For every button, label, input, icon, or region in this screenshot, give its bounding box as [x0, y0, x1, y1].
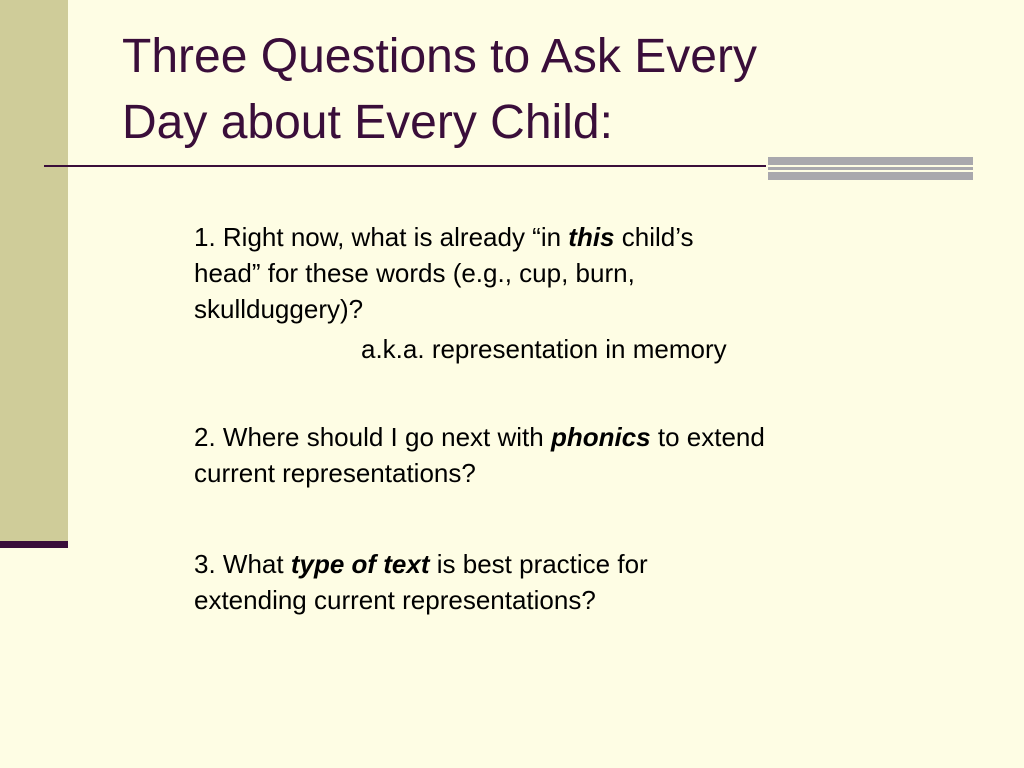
side-band [0, 0, 68, 545]
question-3-line-1 [194, 546, 974, 582]
slide-title-line-2: Day about Every Child: [122, 96, 613, 149]
question-3-text: 3. What [194, 549, 291, 579]
accent-stripe [768, 167, 973, 170]
question-1-aka: a.k.a. representation in memory [361, 334, 727, 364]
question-1-emphasis: this [568, 222, 615, 252]
question-2 [194, 419, 974, 491]
question-2-text: to extend [650, 422, 765, 452]
question-3-emphasis: type of text [290, 549, 430, 579]
side-band-marker [0, 541, 68, 548]
accent-stripe [768, 157, 973, 165]
question-1-line-2: head” for these words (e.g., cup, burn, [194, 258, 635, 288]
question-2-emphasis: phonics [550, 422, 651, 452]
question-1-text: 1. Right now, what is already “in [194, 222, 569, 252]
accent-stripe [768, 172, 973, 180]
question-1-text: child’s [614, 222, 694, 252]
question-1-line-1 [194, 219, 974, 255]
slide-title [122, 24, 982, 156]
slide-body [194, 219, 974, 618]
question-1 [194, 219, 974, 367]
question-1-line-3: skullduggery)? [194, 294, 364, 324]
accent-bar [768, 157, 973, 180]
title-underline [44, 165, 766, 167]
question-3-line-2: extending current representations? [194, 585, 596, 615]
question-3-text: is best practice for [429, 549, 648, 579]
question-2-line-2: current representations? [194, 458, 476, 488]
slide-title-line-1: Three Questions to Ask Every [122, 30, 757, 83]
question-3 [194, 546, 974, 618]
question-2-line-1 [194, 419, 974, 455]
question-2-text: 2. Where should I go next with [194, 422, 551, 452]
